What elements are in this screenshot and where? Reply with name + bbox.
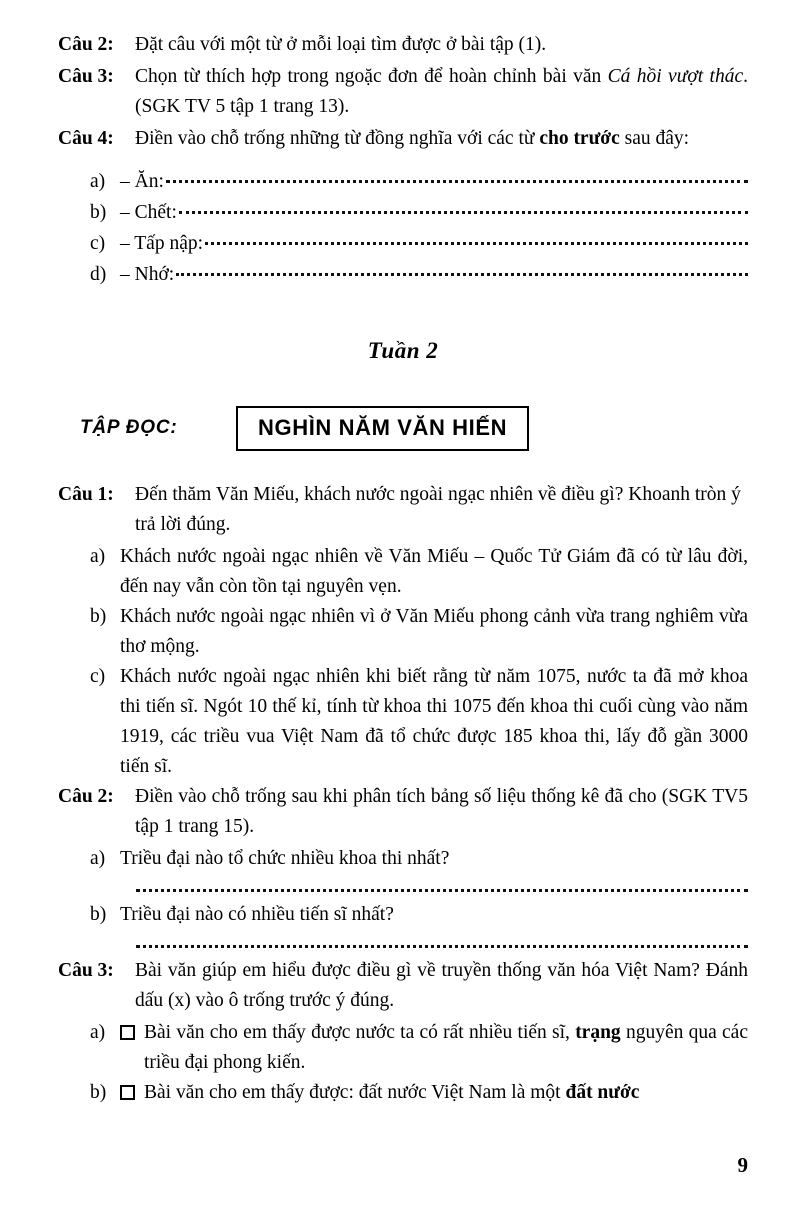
item-label: – Ăn: — [120, 171, 164, 192]
question-text: Đặt câu với một từ ở mỗi loại tìm được ở bài tập (1). — [135, 34, 547, 55]
option-text: Khách nước ngoài ngạc nhiên khi biết rằng từ năm 1075, nước ta đã mở khoa thi tiến sĩ. Ngót 10 thế kỉ, tính từ khoa thi 1075 đến khoa thi cuối cùng vào năm 1919, các triều vua Việt Nam đã tổ chức được 185 khoa thi, lấy đỗ gần 3000 tiến sĩ. — [120, 666, 748, 777]
question-text-part1: Chọn từ thích hợp trong ngoặc đơn để hoàn chỉnh bài văn — [135, 66, 608, 87]
question-text — [135, 124, 748, 154]
item-marker: d) — [90, 264, 107, 285]
option-marker: b) — [90, 1082, 107, 1103]
subquestion-text: Triều đại nào tổ chức nhiều khoa thi nhất? — [120, 848, 450, 869]
item-marker: a) — [90, 171, 106, 192]
fill-in-row[interactable] — [90, 197, 748, 228]
question-cau2 — [58, 782, 748, 842]
option-text-emphasis: đất nước — [565, 1082, 640, 1103]
question-text: Đến thăm Văn Miếu, khách nước ngoài ngạc nhiên về điều gì? Khoanh tròn ý trả lời đúng. — [135, 484, 741, 535]
option-marker: a) — [90, 1022, 106, 1043]
page-content — [58, 30, 748, 1108]
spacer — [58, 156, 748, 166]
question-text: Bài văn giúp em hiểu được điều gì về truyền thống văn hóa Việt Nam? Đánh dấu (x) vào ô trống trước ý đúng. — [135, 960, 748, 1011]
option-text: Khách nước ngoài ngạc nhiên vì ở Văn Miếu phong cảnh vừa trang nghiêm vừa thơ mộng. — [120, 606, 748, 657]
item-marker: c) — [90, 233, 106, 254]
question-text-part2: . (SGK TV 5 tập 1 trang 13). — [135, 66, 748, 117]
checkbox-option-row[interactable] — [90, 1078, 748, 1108]
item-marker: b) — [90, 904, 107, 925]
question-label: Câu 3: — [58, 960, 114, 981]
option-marker: a) — [90, 546, 106, 567]
dotted-answer-line[interactable] — [136, 874, 748, 900]
item-marker: a) — [90, 848, 106, 869]
question-label: Câu 3: — [58, 66, 114, 87]
option-text — [144, 1018, 748, 1078]
spacer — [58, 462, 748, 480]
fill-in-row[interactable] — [90, 259, 748, 290]
option-text-part2: nguyên qua các triều đại phong kiến. — [144, 1022, 748, 1073]
page-number: 9 — [737, 1153, 748, 1177]
dotted-answer-line[interactable] — [205, 230, 748, 249]
lesson-header — [58, 400, 748, 456]
item-label: – Tấp nập: — [120, 233, 204, 254]
question-text-emphasis: cho trước — [539, 128, 620, 149]
option-marker: c) — [90, 666, 106, 687]
option-text-part1: Bài văn cho em thấy được nước ta có rất nhiều tiến sĩ, — [144, 1022, 576, 1043]
option-row[interactable] — [90, 602, 748, 662]
question-cau3-top — [58, 62, 748, 122]
subquestion-row — [90, 844, 748, 874]
question-cau4-top — [58, 124, 748, 154]
question-text: Điền vào chỗ trống sau khi phân tích bảng số liệu thống kê đã cho (SGK TV5 tập 1 trang 15). — [135, 786, 748, 837]
dotted-answer-line[interactable] — [166, 168, 748, 187]
question-label: Câu 2: — [58, 786, 114, 807]
dotted-answer-line[interactable] — [176, 261, 748, 280]
question-text — [135, 62, 748, 122]
lesson-title-box: NGHÌN NĂM VĂN HIẾN — [236, 406, 529, 451]
option-text-emphasis: trạng — [575, 1022, 621, 1043]
item-label: – Nhớ: — [120, 264, 175, 285]
question-cau3 — [58, 956, 748, 1016]
week-heading: Tuần 2 — [367, 338, 439, 363]
dotted-answer-line[interactable] — [179, 199, 748, 218]
checkbox-icon[interactable] — [120, 1025, 135, 1040]
question-cau2-top — [58, 30, 748, 60]
option-marker: b) — [90, 606, 107, 627]
item-marker: b) — [90, 202, 107, 223]
checkbox-icon[interactable] — [120, 1085, 135, 1100]
option-row[interactable] — [90, 662, 748, 782]
subquestion-row — [90, 900, 748, 930]
dotted-answer-line[interactable] — [136, 930, 748, 956]
item-label: – Chết: — [120, 202, 177, 223]
option-row[interactable] — [90, 542, 748, 602]
option-text: Khách nước ngoài ngạc nhiên về Văn Miếu – Quốc Tử Giám đã có từ lâu đời, đến nay vẫn còn tồn tại nguyên vẹn. — [120, 546, 748, 597]
question-text-part2: sau đây: — [619, 128, 690, 149]
reading-title-italic: Cá hồi vượt thác — [607, 66, 744, 87]
question-label: Câu 4: — [58, 128, 114, 149]
question-label: Câu 2: — [58, 34, 114, 55]
question-cau1 — [58, 480, 748, 540]
fill-in-row[interactable] — [90, 166, 748, 197]
option-text — [144, 1078, 748, 1108]
subquestion-text: Triều đại nào có nhiều tiến sĩ nhất? — [120, 904, 394, 925]
checkbox-option-row[interactable] — [90, 1018, 748, 1078]
option-text-part1: Bài văn cho em thấy được: đất nước Việt Nam là một — [144, 1082, 566, 1103]
question-label: Câu 1: — [58, 484, 114, 505]
question-text-part1: Điền vào chỗ trống những từ đồng nghĩa với các từ — [135, 128, 540, 149]
fill-in-row[interactable] — [90, 228, 748, 259]
lesson-kind-label: TẬP ĐỌC: — [80, 417, 178, 438]
